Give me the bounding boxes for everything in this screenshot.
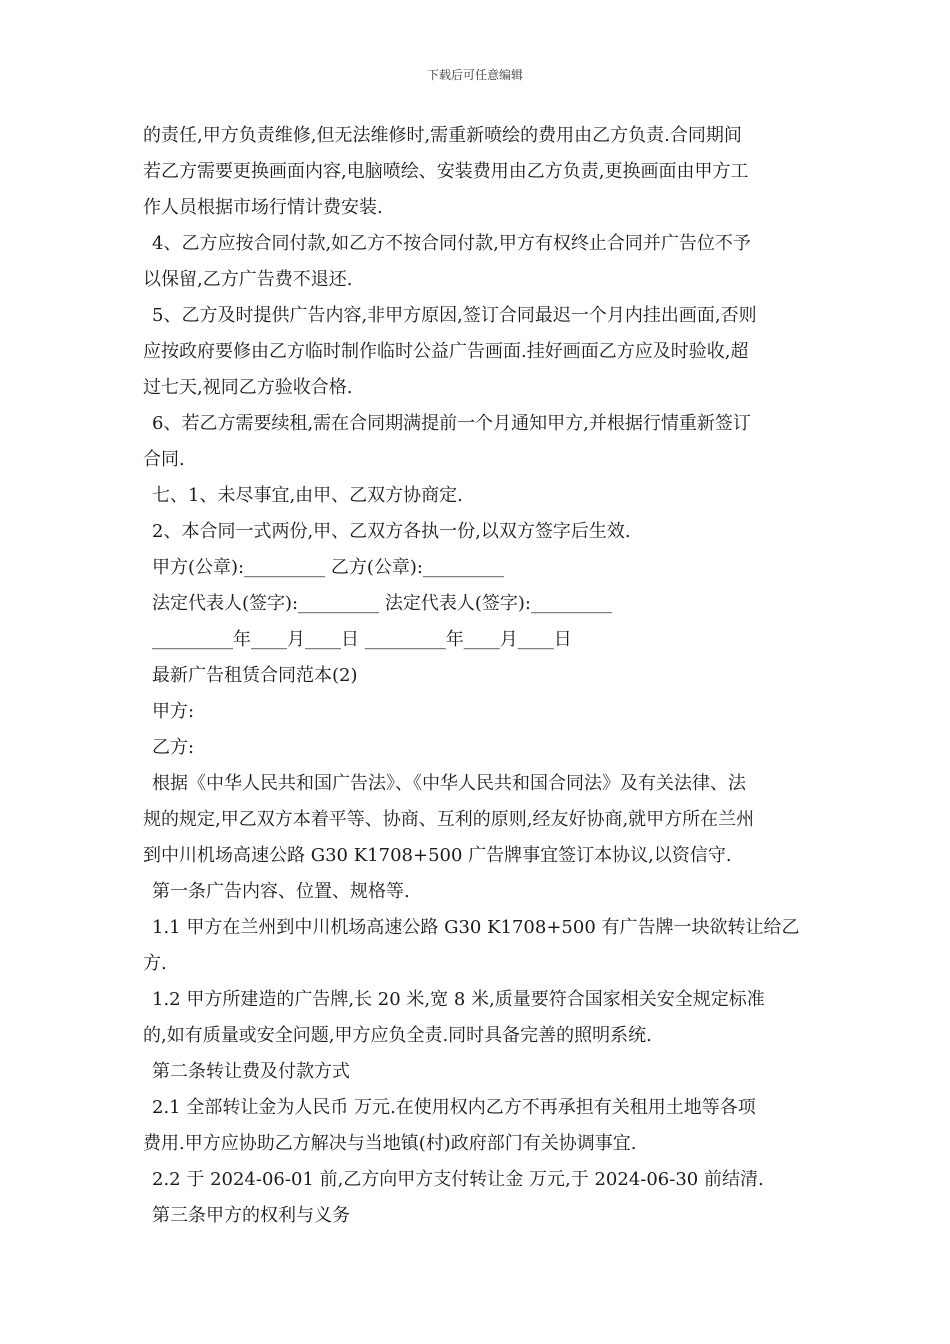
text-line: 2.1 全部转让金为人民币 万元.在使用权内乙方不再承担有关租用土地等各项: [152, 1097, 756, 1118]
page-header: 下载后可任意编辑: [426, 68, 523, 82]
text-line: 4、乙方应按合同付款,如乙方不按合同付款,甲方有权终止合同并广告位不予: [152, 233, 751, 254]
text-line: 到中川机场高速公路 G30 K1708+500 广告牌事宜签订本协议,以资信守.: [143, 845, 732, 866]
text-line: 6、若乙方需要续租,需在合同期满提前一个月通知甲方,并根据行情重新签订: [152, 413, 751, 434]
text-line: 若乙方需要更换画面内容,电脑喷绘、安装费用由乙方负责,更换画面由甲方工: [143, 161, 749, 182]
text-line: 的责任,甲方负责维修,但无法维修时,需重新喷绘的费用由乙方负责.合同期间: [143, 125, 742, 146]
text-line: 最新广告租赁合同范本(2): [152, 665, 358, 686]
text-line: 第一条广告内容、位置、规格等.: [152, 881, 410, 902]
text-line: 规的规定,甲乙双方本着平等、协商、互利的原则,经友好协商,就甲方所在兰州: [143, 809, 755, 830]
text-line: 的,如有质量或安全问题,甲方应负全责.同时具备完善的照明系统.: [143, 1025, 652, 1046]
text-line: 2、本合同一式两份,甲、乙双方各执一份,以双方签字后生效.: [152, 521, 631, 542]
text-line: 乙方:: [152, 737, 195, 758]
text-line: 1.2 甲方所建造的广告牌,长 20 米,宽 8 米,质量要符合国家相关安全规定标准: [152, 989, 765, 1010]
text-line: 过七天,视同乙方验收合格.: [143, 377, 353, 398]
text-line: 甲方(公章):_________ 乙方(公章):_________: [152, 557, 504, 578]
text-line: 费用.甲方应协助乙方解决与当地镇(村)政府部门有关协调事宜.: [143, 1133, 637, 1154]
text-line: 1.1 甲方在兰州到中川机场高速公路 G30 K1708+500 有广告牌一块欲转让给乙: [152, 917, 800, 938]
text-line: 合同.: [143, 449, 185, 470]
document-body: [143, 118, 813, 1234]
text-line: 七、1、未尽事宜,由甲、乙双方协商定.: [152, 485, 463, 506]
text-line: _________年____月____日 _________年____月____日: [152, 629, 572, 650]
text-line: 根据《中华人民共和国广告法》、《中华人民共和国合同法》及有关法律、法: [152, 773, 746, 794]
text-line: 方.: [143, 953, 167, 974]
text-line: 以保留,乙方广告费不退还.: [143, 269, 353, 290]
text-line: 甲方:: [152, 701, 195, 722]
text-line: 应按政府要修由乙方临时制作临时公益广告画面.挂好画面乙方应及时验收,超: [143, 341, 749, 362]
text-line: 法定代表人(签字):_________ 法定代表人(签字):_________: [152, 593, 612, 614]
text-line: 作人员根据市场行情计费安装.: [143, 197, 383, 218]
text-line: 2.2 于 2024-06-01 前,乙方向甲方支付转让金 万元,于 2024-06-30 前结清.: [152, 1169, 764, 1190]
text-line: 第三条甲方的权利与义务: [152, 1205, 350, 1226]
text-line: 5、乙方及时提供广告内容,非甲方原因,签订合同最迟一个月内挂出画面,否则: [152, 305, 757, 326]
text-line: 第二条转让费及付款方式: [152, 1061, 350, 1082]
